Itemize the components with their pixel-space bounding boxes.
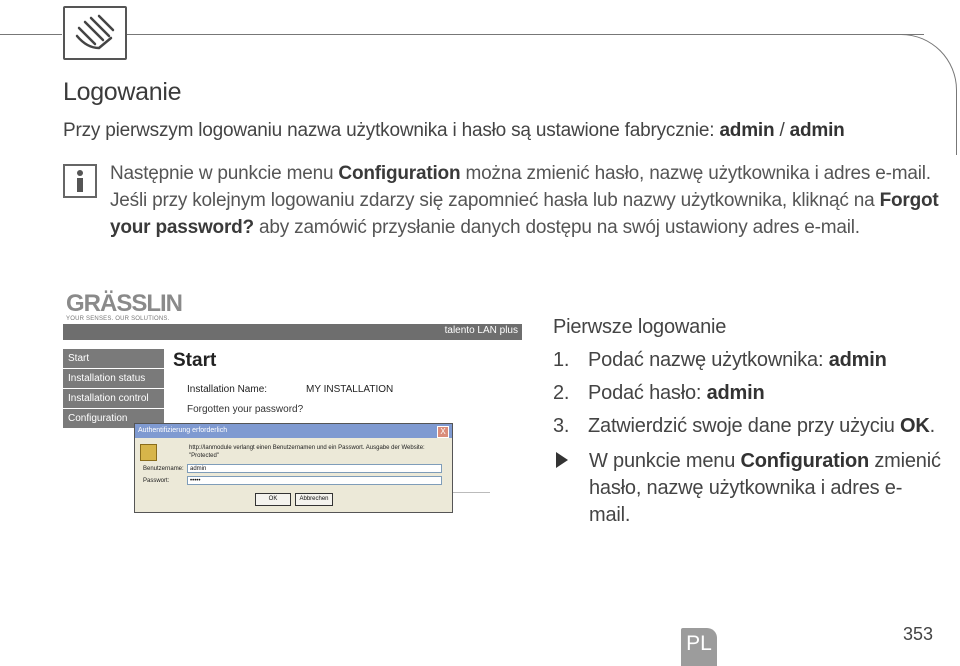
note-part3: aby zamówić przysłanie danych dostępu na swój ustawiony adres e-mail. bbox=[253, 217, 860, 238]
step-number: 1. bbox=[553, 349, 570, 371]
intro-pass: admin bbox=[789, 120, 845, 141]
arrow-part2: zmienić hasło, nazwę użytkownika i adres e-mail. bbox=[589, 450, 941, 526]
dialog-close-icon[interactable]: X bbox=[437, 426, 449, 438]
step-end: . bbox=[929, 415, 935, 437]
intro-text bbox=[63, 120, 845, 142]
step-text: Zatwierdzić swoje dane przy użyciu bbox=[588, 415, 901, 437]
web-menu-start[interactable]: Start bbox=[63, 349, 164, 368]
hand-icon bbox=[63, 6, 127, 60]
step-text: Podać nazwę użytkownika: bbox=[588, 349, 829, 371]
auth-dialog bbox=[134, 423, 453, 513]
web-menu-installation-control[interactable]: Installation control bbox=[63, 389, 164, 408]
password-label: Passwort: bbox=[143, 478, 170, 484]
product-name: talento LAN plus bbox=[444, 325, 518, 336]
password-field[interactable]: ••••• bbox=[187, 476, 442, 485]
arrow-icon bbox=[556, 452, 568, 468]
steps-panel bbox=[553, 316, 943, 529]
header-rule-left bbox=[0, 34, 62, 35]
product-bar bbox=[63, 324, 522, 340]
step-number: 3. bbox=[553, 415, 570, 437]
web-sidebar bbox=[63, 349, 164, 429]
section-title: Logowanie bbox=[63, 78, 182, 106]
intro-sep: / bbox=[774, 120, 790, 141]
language-tab: PL bbox=[681, 628, 717, 666]
step-bold: admin bbox=[828, 349, 887, 371]
brand-name: GRÄSSLIN bbox=[66, 290, 183, 317]
arrow-bold: Configuration bbox=[740, 450, 869, 472]
step-item bbox=[553, 382, 943, 405]
brand-logo bbox=[66, 292, 182, 322]
note-part1: Następnie w punkcie menu bbox=[110, 163, 339, 184]
note-part2: można zmienić hasło, nazwę użytkownika i adres e-mail. Jeśli przy kolejnym logowaniu zdarzy się zapomnieć hasła lub nazwy użytkownika, kliknąć na bbox=[110, 163, 931, 211]
step-number: 2. bbox=[553, 382, 570, 404]
dialog-message: http://lanmodule verlangt einen Benutzernamen und ein Passwort. Ausgabe der Website: "Protected" bbox=[189, 445, 425, 459]
installation-value: MY INSTALLATION bbox=[306, 384, 394, 395]
step-bold: OK bbox=[900, 415, 930, 437]
forgot-password-link[interactable]: Forgotten your password? bbox=[187, 404, 304, 415]
web-menu-installation-status[interactable]: Installation status bbox=[63, 369, 164, 388]
installation-label: Installation Name: bbox=[187, 384, 268, 395]
ok-button[interactable]: OK bbox=[255, 493, 291, 506]
intro-user: admin bbox=[719, 120, 775, 141]
brand-tagline: YOUR SENSES. OUR SOLUTIONS. bbox=[66, 316, 170, 322]
web-heading: Start bbox=[173, 350, 217, 371]
info-icon bbox=[63, 164, 97, 198]
note-text bbox=[110, 160, 940, 241]
cancel-button[interactable]: Abbrechen bbox=[295, 493, 333, 506]
header-rule bbox=[124, 34, 924, 35]
header-rule-curve bbox=[900, 34, 957, 155]
username-field[interactable]: admin bbox=[187, 464, 442, 473]
dialog-title: Authentifizierung erforderlich bbox=[135, 424, 452, 438]
arrow-part1: W punkcie menu bbox=[589, 450, 741, 472]
step-text: Podać hasło: bbox=[588, 382, 707, 404]
step-bold: admin bbox=[706, 382, 765, 404]
note-forgot: Forgot your password? bbox=[110, 190, 939, 238]
intro-sentence: Przy pierwszym logowaniu nazwa użytkownika i hasło są ustawione fabrycznie: bbox=[63, 120, 720, 141]
arrow-note bbox=[553, 448, 943, 529]
page-number: 353 bbox=[903, 624, 934, 644]
step-item bbox=[553, 349, 943, 372]
step-item bbox=[553, 415, 943, 438]
key-icon bbox=[140, 444, 157, 461]
steps-heading: Pierwsze logowanie bbox=[553, 316, 727, 338]
note-menu: Configuration bbox=[338, 163, 461, 184]
username-label: Benutzername: bbox=[143, 466, 184, 472]
web-menu-configuration[interactable]: Configuration bbox=[63, 409, 164, 428]
